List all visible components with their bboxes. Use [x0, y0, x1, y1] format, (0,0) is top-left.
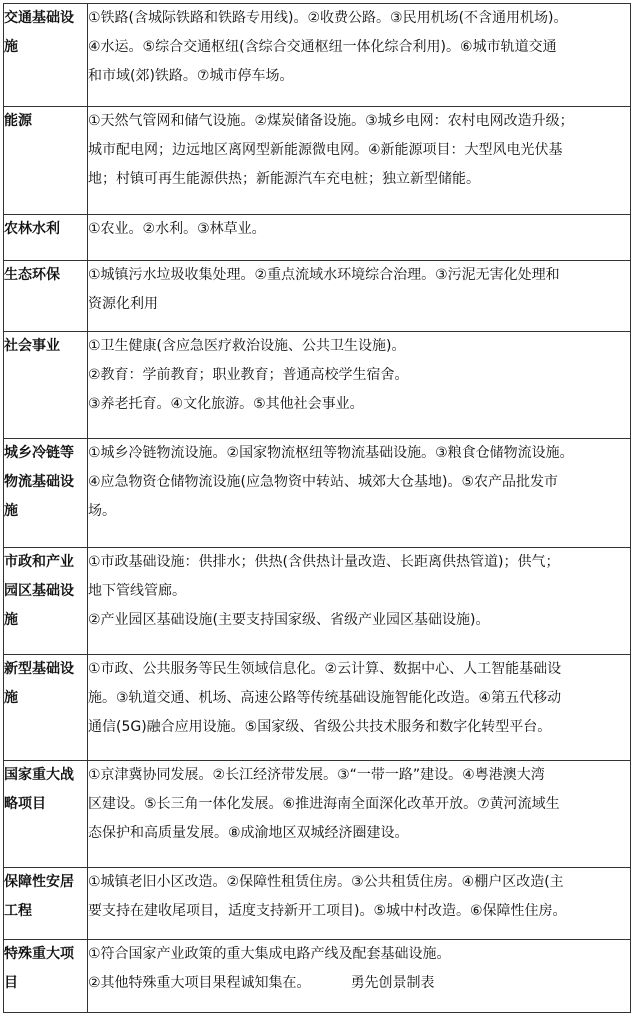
content-line: ①市政、公共服务等民生领域信息化。②云计算、数据中心、人工智能基础设: [88, 661, 562, 677]
content-cell: [88, 868, 631, 940]
watermark-text: 勇先创景制表: [350, 975, 435, 991]
content-cell: [88, 332, 631, 439]
content-line: ①符合国家产业政策的重大集成电路产线及配套基础设施。: [88, 946, 451, 962]
category-cell: 社会事业: [4, 332, 88, 439]
content-line: 和市域(郊)铁路。⑦城市停车场。: [88, 68, 294, 84]
content-line: ①市政基础设施：供排水；供热(含供热计量改造、长距离供热管道)；供气；: [88, 554, 560, 570]
content-line: ①卫生健康(含应急医疗救治设施、公共卫生设施)。: [88, 338, 406, 354]
content-cell: [88, 261, 631, 332]
content-line: ②教育：学前教育；职业教育；普通高校学生宿舍。: [88, 367, 409, 383]
table-row: [4, 261, 631, 332]
content-line: ①京津冀协同发展。②长江经济带发展。③“一带一路”建设。④粤港澳大湾: [88, 767, 545, 783]
content-line: ①天然气管网和储气设施。②煤炭储备设施。③城乡电网：农村电网改造升级；: [88, 113, 574, 129]
content-line: ②其他特殊重大项目果程诚知集在。 勇先创景制表: [88, 975, 435, 991]
content-line: 地下管线管廊。: [88, 583, 186, 599]
content-cell: [88, 107, 631, 215]
category-cell: 生态环保: [4, 261, 88, 332]
table-row: [4, 940, 631, 1013]
table-row: [4, 332, 631, 439]
category-cell: 国家重大战略项目: [4, 761, 88, 868]
category-cell: 市政和产业园区基础设施: [4, 548, 88, 655]
content-line: 通信(5G)融合应用设施。⑤国家级、省级公共技术服务和数字化转型平台。: [88, 719, 552, 735]
category-cell: 特殊重大项目: [4, 940, 88, 1013]
table-row: [4, 4, 631, 107]
content-cell: [88, 215, 631, 261]
table-row: [4, 868, 631, 940]
category-cell: 新型基础设施: [4, 655, 88, 761]
content-line: 要支持在建收尾项目，适度支持新开工项目)。⑤城中村改造。⑥保障性住房。: [88, 903, 567, 919]
content-line: ③养老托育。④文化旅游。⑤其他社会事业。: [88, 396, 364, 412]
table-body: [4, 4, 631, 1013]
content-line: 资源化利用: [88, 296, 158, 312]
content-cell: [88, 761, 631, 868]
content-line: ④应急物资仓储物流设施(应急物资中转站、城郊大仓基地)。⑤农产品批发市: [88, 474, 559, 490]
content-line: ①农业。②水利。③林草业。: [88, 221, 266, 237]
content-line: ①铁路(含城际铁路和铁路专用线)。②收费公路。③民用机场(不含通用机场)。: [88, 10, 568, 26]
content-line: 场。: [88, 503, 116, 519]
content-line: 施。③轨道交通、机场、高速公路等传统基础设施智能化改造。④第五代移动: [88, 690, 562, 706]
content-line: 区建设。⑤长三角一体化发展。⑥推进海南全面深化改革开放。⑦黄河流域生: [88, 796, 560, 812]
category-cell: 农林水利: [4, 215, 88, 261]
content-cell: [88, 4, 631, 107]
content-cell: [88, 548, 631, 655]
content-line: ①城镇老旧小区改造。②保障性租赁住房。③公共租赁住房。④棚户区改造(主: [88, 874, 564, 890]
content-line: 地；村镇可再生能源供热；新能源汽车充电桩；独立新型储能。: [88, 171, 480, 187]
table-row: [4, 107, 631, 215]
table-row: [4, 761, 631, 868]
table-row: [4, 548, 631, 655]
category-cell: 保障性安居工程: [4, 868, 88, 940]
table-row: [4, 215, 631, 261]
content-line: ④水运。⑤综合交通枢纽(含综合交通枢纽一体化综合利用)。⑥城市轨道交通: [88, 39, 557, 55]
content-cell: [88, 655, 631, 761]
table-row: [4, 655, 631, 761]
content-line: ②产业园区基础设施(主要支持国家级、省级产业园区基础设施)。: [88, 612, 490, 628]
content-line: 城市配电网；边远地区离网型新能源微电网。④新能源项目：大型风电光伏基: [88, 142, 563, 158]
investment-areas-table: [3, 3, 631, 1013]
category-cell: 城乡冷链等物流基础设施: [4, 439, 88, 548]
table-row: [4, 439, 631, 548]
content-line: ①城乡冷链物流设施。②国家物流枢纽等物流基础设施。③粮食仓储物流设施。: [88, 445, 574, 461]
content-cell: [88, 940, 631, 1013]
category-cell: 能源: [4, 107, 88, 215]
content-line: 态保护和高质量发展。⑧成渝地区双城经济圈建设。: [88, 825, 409, 841]
category-cell: 交通基础设施: [4, 4, 88, 107]
content-line: ①城镇污水垃圾收集处理。②重点流域水环境综合治理。③污泥无害化处理和: [88, 267, 560, 283]
content-cell: [88, 439, 631, 548]
